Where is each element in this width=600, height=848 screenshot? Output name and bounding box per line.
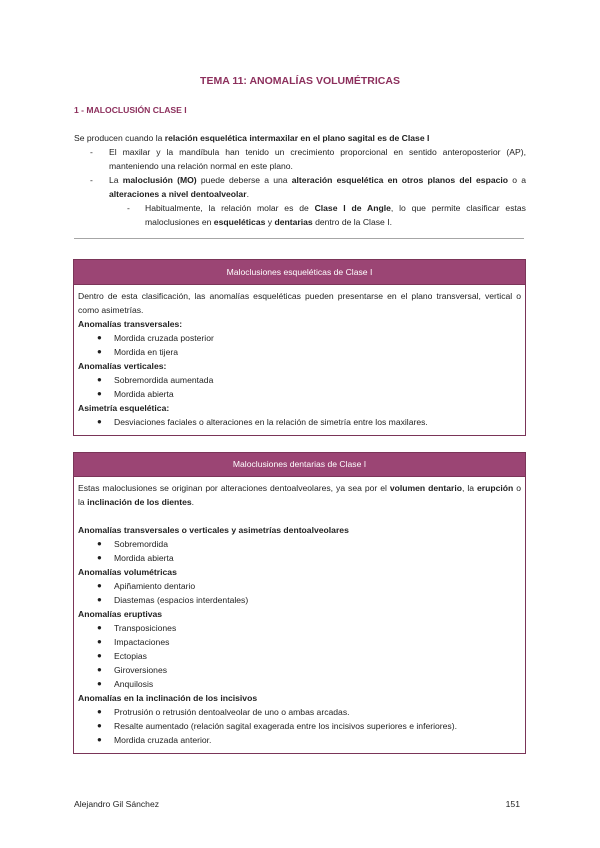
footer-page-number: 151 [505,799,520,809]
list-item: ● Impactaciones [97,637,170,647]
list-item: ● Sobremordida [97,539,168,549]
footer-author: Alejandro Gil Sánchez [74,799,160,809]
group-title: Anomalías volumétricas [78,567,177,577]
list-item: ● Desviaciones faciales o alteraciones en la relación de simetría entre los maxilares. [97,417,428,427]
group-title: Anomalías eruptivas [78,609,163,619]
box-body [74,285,525,435]
list-item: ● Protrusión o retrusión dentoalveolar de uno o ambas arcadas. [97,707,350,717]
box-intro: Dentro de esta clasificación, las anomalías esqueléticas pueden presentarse en el plano transversal, vertical o como asimetrías. [78,291,521,315]
list-item: ● Sobremordida aumentada [97,375,214,385]
group-title: Asimetría esquelética: [78,403,170,413]
list-item: ● Mordida en tijera [97,347,179,357]
page-title: TEMA 11: ANOMALÍAS VOLUMÉTRICAS [200,75,400,87]
list-item: ● Transposiciones [97,623,177,633]
group-title: Anomalías en la inclinación de los incisivos [78,693,258,703]
horizontal-divider [74,238,524,239]
list-item: ● Giroversiones [97,665,168,675]
list-item: ● Resalte aumentado (relación sagital exagerada entre los incisivos superiores e inferiores). [97,721,457,731]
skeletal-malocclusion-box [73,259,526,436]
intro-dash-item: - El maxilar y la mandíbula han tenido un crecimiento proporcional en sentido anteroposterior (AP), manteniendo una relación normal en este plano. [90,147,526,171]
list-item: ● Mordida abierta [97,553,174,563]
list-item: ● Apiñamiento dentario [97,581,196,591]
box-body [74,477,525,753]
box-intro: Estas maloclusiones se originan por alteraciones dentoalveolares, ya sea por el volumen dentario, la erupción o la inclinación de los dientes. [78,483,522,507]
box-header: Maloclusiones esqueléticas de Clase I [74,260,525,285]
box-header: Maloclusiones dentarias de Clase I [74,453,525,477]
group-title: Anomalías transversales: [78,319,183,329]
list-item: ● Mordida cruzada anterior. [97,735,212,745]
list-item: ● Anquilosis [97,679,154,689]
group-title: Anomalías verticales: [78,361,167,371]
list-item: ● Diastemas (espacios interdentales) [97,595,249,605]
intro-sub-dash-item: - Habitualmente, la relación molar es de Clase I de Angle, lo que permite clasificar estas maloclusiones en esqueléticas y dentarias dentro de la Clase I. [127,203,526,227]
intro-dash-item: - La maloclusión (MO) puede deberse a una alteración esquelética en otros planos del espacio o a alteraciones a nivel dentoalveolar. [90,175,526,199]
list-item: ● Mordida abierta [97,389,174,399]
intro-block [74,131,526,229]
intro-line: Se producen cuando la relación esquelética intermaxilar en el plano sagital es de Clase I [74,133,430,143]
dental-malocclusion-box [73,452,526,754]
group-title: Anomalías transversales o verticales y asimetrías dentoalveolares [78,525,349,535]
list-item: ● Mordida cruzada posterior [97,333,214,343]
section-heading: 1 - MALOCLUSIÓN CLASE I [74,105,187,115]
list-item: ● Ectopias [97,651,147,661]
